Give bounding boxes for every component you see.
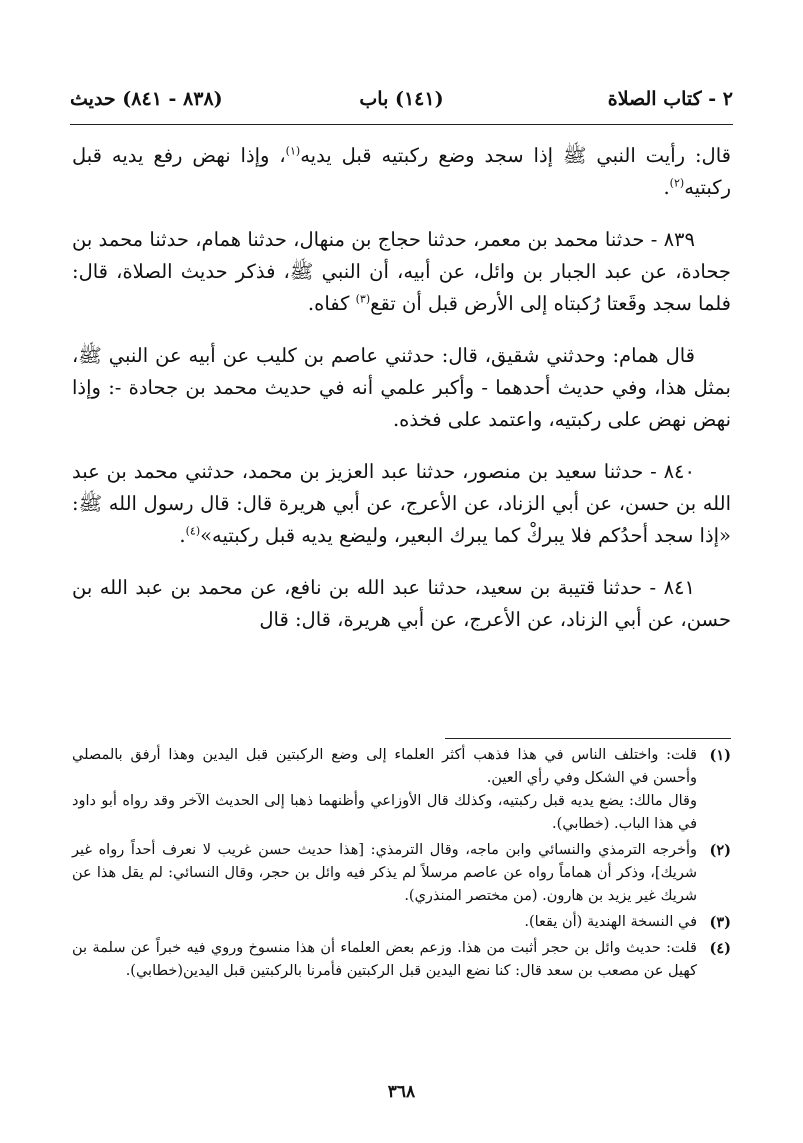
paragraph-hammam: قال همام: وحدثني شقيق، قال: حدثني عاصم بن كليب عن أبيه عن النبي ﷺ، بمثل هذا، وفي حديث أحدهما - وأكبر علمي أنه في حديث محمد بن جحادة -: وإذا نهض نهض على ركبتيه، واعتمد على فخذه. [72,344,731,431]
footnote-ref: (٣) [355,292,371,306]
footnote-text: وقال مالك: يضع يديه قبل ركبتيه، وكذلك قال الأوزاعي وأظنهما ذهبا إلى الحديث الآخر وقد رواه أبو داود في هذا الباب. (خطابي). [72,793,697,832]
running-header [70,82,733,122]
footnotes [72,744,731,986]
header-rule [70,124,733,125]
footnote-rule [445,738,731,739]
paragraph-1: قال: رأيت النبي ﷺ إذا سجد وضع ركبتيه قبل يديه$^{(١)}$، وإذا نهض رفع يديه قبل ركبتيه$^{(٢)}$. [72,144,731,199]
footnote-ref: (٤) [185,524,201,538]
footnote-3 [72,911,731,934]
page-number: ٣٦٨ [387,1082,416,1102]
footnote-text: وأخرجه الترمذي والنسائي وابن ماجه، وقال الترمذي: [هذا حديث حسن غريب لا نعرف أحداً رواه غير شريك]، وذكر أن هماماً رواه عن عاصم مرسلاً لم يذكر فيه وائل بن حجر، وقال النسائي: لم يقل هذا عن شريك غير يزيد بن هارون. (من مختصر المنذري). [72,842,697,904]
footnote-number: (٤) [709,940,731,957]
footnote-number: (١) [709,747,731,764]
footnote-number: (٢) [709,842,731,859]
hadith-840: ٨٤٠ - حدثنا سعيد بن منصور، حدثنا عبد العزيز بن محمد، حدثني محمد بن عبد الله بن حسن، عن أبي الزناد، عن الأعرج، عن أبي هريرة قال: قال رسول الله ﷺ: «إذا سجد أحدُكم فلا يبركْ كما يبرك البعير، وليضع يديه قبل ركبتيه»$^{(٤)}$. [72,460,731,547]
footnote-1 [72,744,731,836]
hadith-839: ٨٣٩ - حدثنا محمد بن معمر، حدثنا حجاج بن منهال، حدثنا همام، حدثنا محمد بن جحادة، عن عبد الجبار بن وائل، عن أبيه، أن النبي ﷺ، فذكر حديث الصلاة، قال: فلما سجد وقَعتا رُكبتاه إلى الأرض قبل أن تقع$^{(٣)}$ كفاه. [72,228,731,315]
hadith-841: ٨٤١ - حدثنا قتيبة بن سعيد، حدثنا عبد الله بن نافع، عن محمد بن عبد الله بن حسن، عن أبي الزناد، عن الأعرج، عن أبي هريرة، قال: قال [72,576,731,631]
footnote-text: في النسخة الهندية (أن يقعا). [524,914,697,930]
footnote-number: (٣) [709,914,731,931]
header-book-title: ٢ - كتاب الصلاة [607,88,733,110]
header-chapter: (١٤١) باب [359,88,444,110]
footnote-ref: (١) [285,144,301,158]
footnote-2 [72,839,731,908]
header-hadith-range: (٨٣٨ - ٨٤١) حديث [70,88,223,110]
main-text [72,140,731,656]
footnote-ref: (٢) [669,176,685,190]
footnote-text: قلت: حديث وائل بن حجر أثبت من هذا. وزعم بعض العلماء أن هذا منسوخ وروي فيه خبراً عن سلمة بن كهيل عن مصعب بن سعد قال: كنا نضع اليدين قبل الركبتين فأمرنا بالركبتين قبل اليدين(خطابي). [72,940,697,979]
footnote-text: قلت: واختلف الناس في هذا فذهب أكثر العلماء إلى وضع الركبتين قبل اليدين وهذا أرفق بالمصلي وأحسن في الشكل وفي رأي العين. [72,747,697,786]
footnote-4 [72,937,731,983]
